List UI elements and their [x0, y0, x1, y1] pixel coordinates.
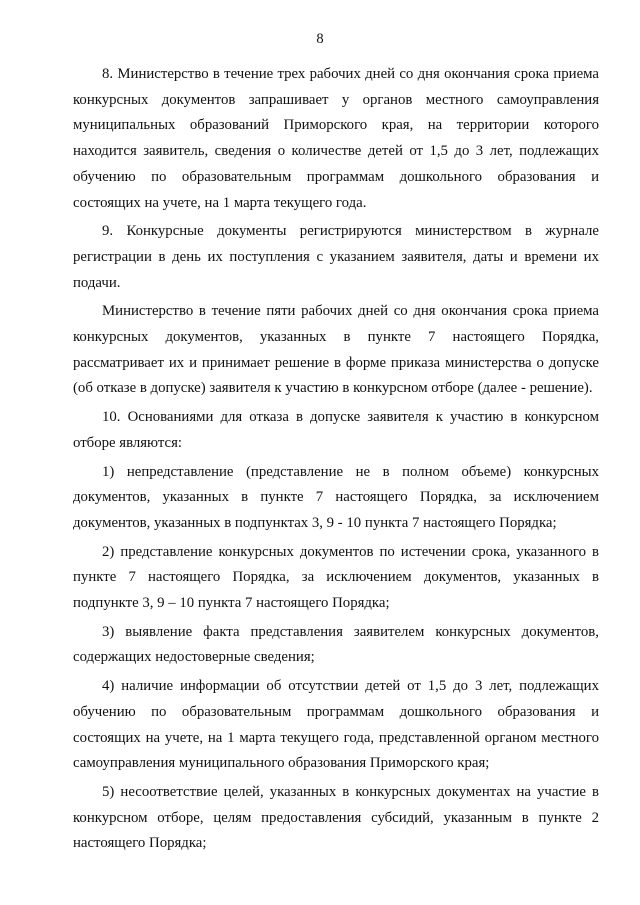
page-number: 8 [316, 31, 324, 47]
paragraph-item-9: 9. Конкурсные документы регистрируются министерством в журнале регистрации в день их поступления с указанием заявителя, даты и времени их подачи. [73, 223, 599, 291]
paragraph-subitem-2: 2) представление конкурсных документов по истечении срока, указанного в пункте 7 настоящего Порядка, за исключением документов, указанных в подпункте 3, 9 – 10 пункта 7 настоящего Порядка; [73, 543, 599, 612]
paragraph-subitem-4: 4) наличие информации об отсутствии детей от 1,5 до 3 лет, подлежащих обучению по образовательным программам дошкольного образования и состоящих на учете, на 1 марта текущего года, представленной органом местного самоуправления муниципального образования Приморского края; [73, 678, 599, 772]
paragraph-ministry-review: Министерство в течение пяти рабочих дней со дня окончания срока приема конкурсных документов, указанных в пункте 7 настоящего Порядка, рассматривает их и принимает решение в форме приказа министерства о допуске (об отказе в допуске) заявителя к участию в конкурсном отборе (далее - решение). [73, 303, 599, 397]
document-body [73, 62, 599, 860]
paragraph-item-10: 10. Основаниями для отказа в допуске заявителя к участию в конкурсном отборе являются: [73, 409, 599, 451]
paragraph-subitem-3: 3) выявление факта представления заявителем конкурсных документов, содержащих недостоверные сведения; [73, 623, 599, 666]
paragraph-subitem-1: 1) непредставление (представление не в полном объеме) конкурсных документов, указанных в пункте 7 настоящего Порядка, за исключением документов, указанных в подпунктах 3, 9 - 10 пункта 7 настоящего Порядка; [73, 463, 599, 531]
paragraph-item-8: 8. Министерство в течение трех рабочих дней со дня окончания срока приема конкурсных документов запрашивает у органов местного самоуправления муниципальных образований Приморского края, на территории которого находится заявитель, сведения о количестве детей от 1,5 до 3 лет, подлежащих обучению по образовательным программам дошкольного образования и состоящих на учете, на 1 марта текущего года. [73, 66, 599, 211]
paragraph-subitem-5: 5) несоответствие целей, указанных в конкурсных документах на участие в конкурсном отборе, целям предоставления субсидий, указанным в пункте 2 настоящего Порядка; [73, 783, 599, 852]
